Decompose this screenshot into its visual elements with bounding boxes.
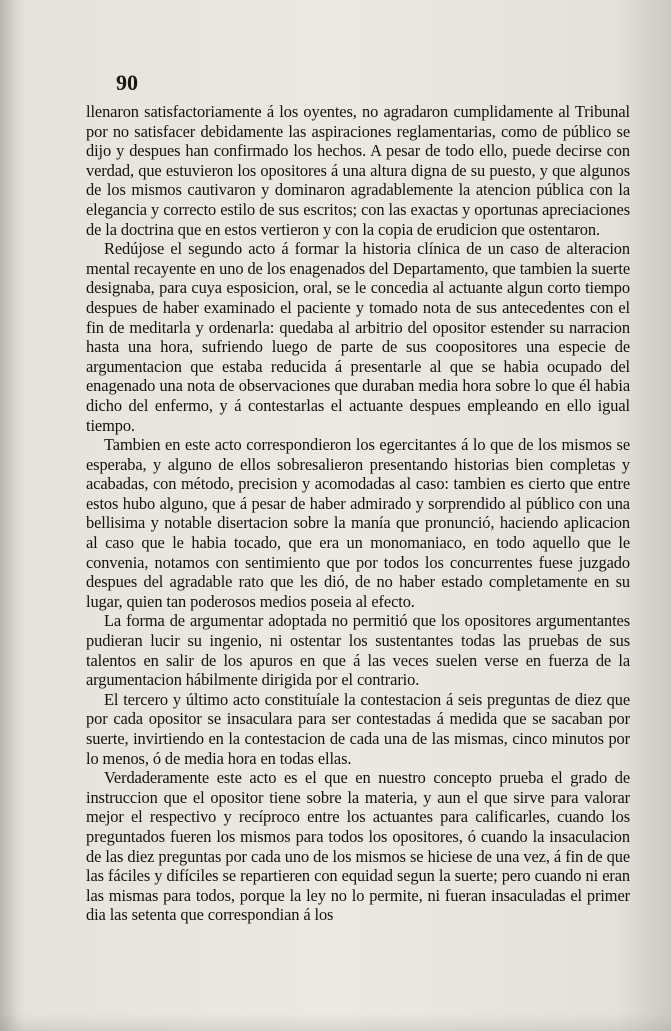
paragraph-2: Redújose el segundo acto á formar la historia clínica de un caso de alteracion mental recayente en uno de los enagenados del Departamento, que tambien la suerte designaba, para cuya esposicion, oral, se le concedia al actuante algun corto tiempo despues de haber examinado el paciente y tomado nota de sus antecedentes con el fin de meditarla y ordenarla: quedaba al arbitrio del opositor estender su narracion hasta una hora, sufriendo luego de parte de sus coopositores una especie de argumentacion que estaba reducida á presentarle al que se habia ocupado del enagenado una nota de observaciones que duraban media hora sobre lo que él habia dicho del enfermo, y á contestarlas el actuante despues empleando en ello igual tiempo. — [86, 239, 630, 435]
paragraph-3: Tambien en este acto correspondieron los egercitantes á lo que de los mismos se esperaba, y alguno de ellos sobresalieron presentando historias bien completas y acabadas, con método, precision y acomodadas al caso: tambien es cierto que entre estos hubo alguno, que á pesar de haber admirado y sorprendido al público con una bellisima y notable disertacion sobre la manía que pronunció, haciendo aplicacion al caso que le habia tocado, que era un monomaniaco, en todo aquello que le convenia, notamos con sentimiento que por todos los concurrentes fuese juzgado despues del agradable rato que les dió, de no haber estado completamente en su lugar, quien tan poderosos medios poseia al efecto. — [86, 435, 630, 611]
page-edge-shadow — [0, 0, 18, 1031]
paragraph-6: Verdaderamente este acto es el que en nuestro concepto prueba el grado de instruccion que el opositor tiene sobre la materia, y aun el que sirve para valorar mejor el respectivo y recíproco entre los actuantes para calificarles, cuando los preguntados fueren los mismos para todos los opositores, ó cuando la insaculacion de las diez preguntas por cada uno de los mismos se hiciese de una vez, á fin de que las fáciles y difíciles se repartieren con equidad segun la suerte; pero cuando ni eran las mismas para todos, porque la ley no lo permite, ni fueran insaculadas el primer dia las setenta que correspondian á los — [86, 768, 630, 925]
body-text — [86, 102, 630, 925]
paragraph-5: El tercero y último acto constituíale la contestacion á seis preguntas de diez que por cada opositor se insaculara para ser contestadas á medida que se sacaban por suerte, invirtiendo en la contestacion de cada una de las mismas, cinco minutos por lo menos, ó de media hora en todas ellas. — [86, 689, 630, 768]
paragraph-4: La forma de argumentar adoptada no permitió que los opositores argumentantes pudieran lucir su ingenio, ni ostentar los sustentantes todas las pruebas de sus talentos en salir de los apuros en que á las veces suelen verse en fuerza de la argumentacion hábilmente dirigida por el contrario. — [86, 611, 630, 690]
page-number: 90 — [116, 70, 138, 95]
paragraph-1: llenaron satisfactoriamente á los oyentes, no agradaron cumplidamente al Tribunal por no satisfacer debidamente las aspiraciones reglamentarias, como de público se dijo y despues han confirmado los hechos. A pesar de todo ello, puede decirse con verdad, que estuvieron los opositores á una altura digna de su puesto, y que algunos de los mismos cautivaron y dominaron agradablemente la atencion pública con la elegancia y correcto estilo de sus escritos; con las exactas y oportunas apreciaciones de la doctrina que en estos vertieron y con la copia de erudicion que ostentaron. — [86, 102, 630, 239]
book-page — [76, 58, 636, 1013]
page-bottom-shadow — [0, 1013, 671, 1031]
